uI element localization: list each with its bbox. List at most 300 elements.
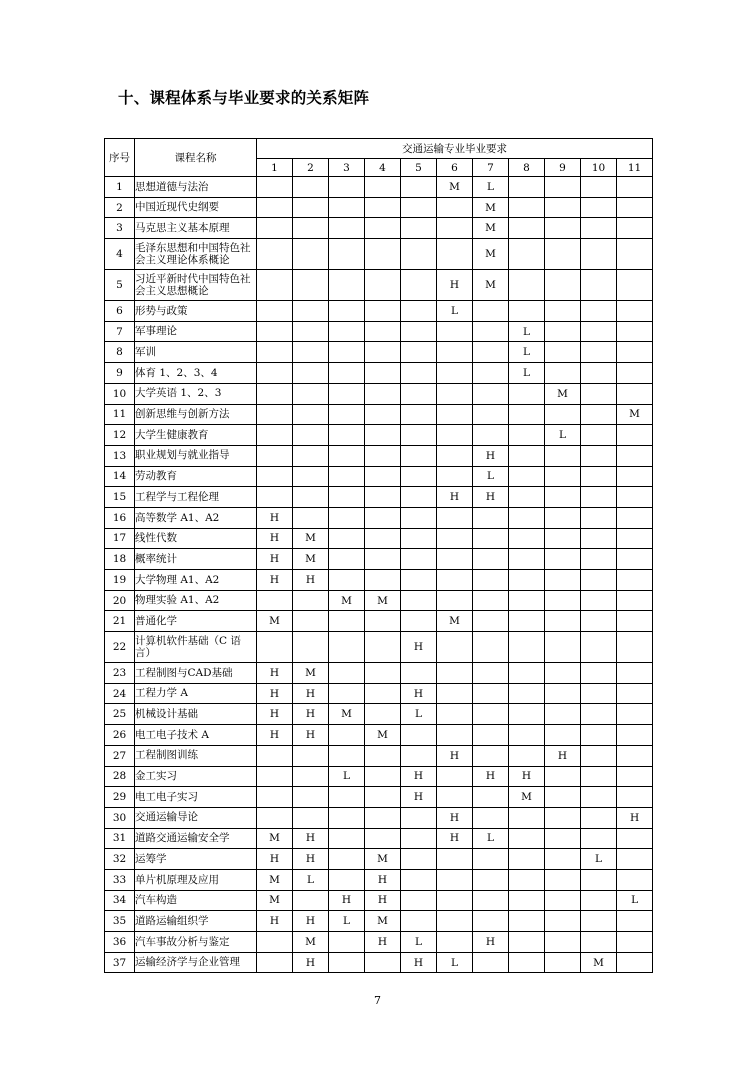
- support-level-cell: [473, 890, 509, 911]
- support-level-cell: [581, 611, 617, 632]
- table-row: [105, 952, 653, 973]
- support-level-cell: [437, 890, 473, 911]
- support-level-cell: [473, 590, 509, 611]
- table-row: [105, 218, 653, 239]
- support-level-cell: [329, 507, 365, 528]
- support-level-cell: [437, 932, 473, 953]
- support-level-cell: [581, 890, 617, 911]
- table-row: [105, 487, 653, 508]
- course-name-cell: 线性代数: [135, 528, 257, 549]
- support-level-cell: [509, 683, 545, 704]
- support-level-cell: [545, 218, 581, 239]
- support-level-cell: [545, 911, 581, 932]
- support-level-cell: H: [365, 890, 401, 911]
- row-number-cell: 26: [105, 725, 135, 746]
- course-name-cell: 形势与政策: [135, 301, 257, 322]
- support-level-cell: H: [293, 683, 329, 704]
- support-level-cell: [293, 787, 329, 808]
- support-level-cell: [401, 363, 437, 384]
- support-level-cell: [401, 570, 437, 591]
- support-level-cell: M: [257, 611, 293, 632]
- support-level-cell: [293, 590, 329, 611]
- row-number-cell: 10: [105, 383, 135, 404]
- support-level-cell: [365, 301, 401, 322]
- requirement-number-header: 2: [293, 159, 329, 177]
- support-level-cell: H: [473, 932, 509, 953]
- support-level-cell: [617, 321, 653, 342]
- support-level-cell: [581, 766, 617, 787]
- support-level-cell: [293, 383, 329, 404]
- course-name-cell: 马克思主义基本原理: [135, 218, 257, 239]
- column-header-course-name: 课程名称: [135, 139, 257, 177]
- support-level-cell: [581, 177, 617, 198]
- support-level-cell: L: [437, 952, 473, 973]
- support-level-cell: [473, 745, 509, 766]
- support-level-cell: [401, 342, 437, 363]
- support-level-cell: [293, 487, 329, 508]
- support-level-cell: H: [473, 445, 509, 466]
- support-level-cell: [365, 321, 401, 342]
- support-level-cell: [617, 466, 653, 487]
- support-level-cell: [437, 528, 473, 549]
- support-level-cell: [437, 425, 473, 446]
- page-number: 7: [374, 994, 381, 1007]
- course-name-cell: 军事理论: [135, 321, 257, 342]
- support-level-cell: [473, 683, 509, 704]
- support-level-cell: M: [545, 383, 581, 404]
- support-level-cell: [473, 342, 509, 363]
- support-level-cell: [365, 528, 401, 549]
- support-level-cell: [581, 745, 617, 766]
- support-level-cell: [401, 911, 437, 932]
- support-level-cell: [257, 807, 293, 828]
- support-level-cell: [401, 590, 437, 611]
- support-level-cell: M: [473, 270, 509, 301]
- support-level-cell: L: [329, 911, 365, 932]
- course-name-cell: 军训: [135, 342, 257, 363]
- support-level-cell: H: [257, 570, 293, 591]
- support-level-cell: M: [365, 849, 401, 870]
- support-level-cell: [401, 869, 437, 890]
- support-level-cell: [617, 177, 653, 198]
- support-level-cell: [509, 570, 545, 591]
- support-level-cell: [365, 239, 401, 270]
- support-level-cell: [509, 549, 545, 570]
- support-level-cell: [545, 632, 581, 663]
- course-name-cell: 运输经济学与企业管理: [135, 952, 257, 973]
- support-level-cell: [581, 663, 617, 684]
- support-level-cell: [545, 932, 581, 953]
- support-level-cell: [401, 239, 437, 270]
- relationship-matrix-table: [104, 138, 653, 973]
- row-number-cell: 22: [105, 632, 135, 663]
- support-level-cell: [401, 549, 437, 570]
- support-level-cell: [581, 383, 617, 404]
- support-level-cell: [365, 745, 401, 766]
- support-level-cell: [545, 487, 581, 508]
- support-level-cell: [617, 911, 653, 932]
- support-level-cell: [257, 239, 293, 270]
- requirement-number-header: 3: [329, 159, 365, 177]
- support-level-cell: [365, 425, 401, 446]
- table-row: [105, 445, 653, 466]
- support-level-cell: [581, 787, 617, 808]
- support-level-cell: [617, 725, 653, 746]
- table-row: [105, 197, 653, 218]
- support-level-cell: [365, 952, 401, 973]
- requirement-number-header: 7: [473, 159, 509, 177]
- course-name-cell: 机械设计基础: [135, 704, 257, 725]
- support-level-cell: [329, 466, 365, 487]
- support-level-cell: [257, 487, 293, 508]
- table-row: [105, 425, 653, 446]
- support-level-cell: [401, 528, 437, 549]
- support-level-cell: [617, 363, 653, 384]
- requirement-number-header: 5: [401, 159, 437, 177]
- course-name-cell: 运筹学: [135, 849, 257, 870]
- table-row: [105, 239, 653, 270]
- support-level-cell: [437, 787, 473, 808]
- support-level-cell: [509, 911, 545, 932]
- support-level-cell: [617, 383, 653, 404]
- support-level-cell: [293, 218, 329, 239]
- row-number-cell: 32: [105, 849, 135, 870]
- support-level-cell: [545, 549, 581, 570]
- support-level-cell: [329, 570, 365, 591]
- support-level-cell: H: [257, 528, 293, 549]
- support-level-cell: [365, 487, 401, 508]
- support-level-cell: [509, 239, 545, 270]
- support-level-cell: [329, 745, 365, 766]
- support-level-cell: [437, 321, 473, 342]
- support-level-cell: [329, 301, 365, 322]
- support-level-cell: [617, 487, 653, 508]
- table-row: [105, 383, 653, 404]
- support-level-cell: [617, 704, 653, 725]
- support-level-cell: [473, 383, 509, 404]
- support-level-cell: [509, 590, 545, 611]
- support-level-cell: H: [293, 828, 329, 849]
- support-level-cell: H: [437, 828, 473, 849]
- requirement-number-header: 11: [617, 159, 653, 177]
- support-level-cell: [437, 507, 473, 528]
- support-level-cell: [401, 445, 437, 466]
- support-level-cell: [401, 487, 437, 508]
- support-level-cell: [581, 570, 617, 591]
- support-level-cell: [473, 807, 509, 828]
- support-level-cell: [257, 425, 293, 446]
- support-level-cell: [401, 663, 437, 684]
- table-row: [105, 766, 653, 787]
- support-level-cell: [401, 828, 437, 849]
- support-level-cell: [473, 363, 509, 384]
- support-level-cell: [401, 466, 437, 487]
- row-number-cell: 9: [105, 363, 135, 384]
- support-level-cell: [545, 342, 581, 363]
- support-level-cell: [365, 632, 401, 663]
- support-level-cell: [617, 849, 653, 870]
- row-number-cell: 25: [105, 704, 135, 725]
- support-level-cell: [329, 218, 365, 239]
- support-level-cell: [581, 270, 617, 301]
- support-level-cell: M: [257, 828, 293, 849]
- support-level-cell: [545, 445, 581, 466]
- support-level-cell: L: [473, 828, 509, 849]
- course-name-cell: 道路交通运输安全学: [135, 828, 257, 849]
- support-level-cell: [365, 807, 401, 828]
- support-level-cell: [581, 425, 617, 446]
- table-row: [105, 869, 653, 890]
- support-level-cell: [545, 321, 581, 342]
- support-level-cell: [617, 342, 653, 363]
- table-row: [105, 725, 653, 746]
- support-level-cell: [401, 807, 437, 828]
- support-level-cell: [617, 570, 653, 591]
- course-name-cell: 普通化学: [135, 611, 257, 632]
- support-level-cell: [617, 952, 653, 973]
- support-level-cell: [509, 177, 545, 198]
- support-level-cell: [329, 807, 365, 828]
- support-level-cell: [293, 425, 329, 446]
- support-level-cell: [329, 404, 365, 425]
- support-level-cell: [293, 177, 329, 198]
- support-level-cell: [509, 745, 545, 766]
- support-level-cell: L: [401, 704, 437, 725]
- table-row: [105, 342, 653, 363]
- course-name-cell: 高等数学 A1、A2: [135, 507, 257, 528]
- support-level-cell: [329, 487, 365, 508]
- table-row: [105, 683, 653, 704]
- support-level-cell: M: [257, 890, 293, 911]
- support-level-cell: [365, 704, 401, 725]
- support-level-cell: H: [401, 766, 437, 787]
- support-level-cell: [365, 570, 401, 591]
- support-level-cell: [437, 683, 473, 704]
- support-level-cell: [329, 270, 365, 301]
- table-row: [105, 570, 653, 591]
- row-number-cell: 35: [105, 911, 135, 932]
- support-level-cell: [437, 911, 473, 932]
- course-name-cell: 工程制图训练: [135, 745, 257, 766]
- support-level-cell: [257, 342, 293, 363]
- support-level-cell: M: [329, 590, 365, 611]
- support-level-cell: H: [293, 952, 329, 973]
- support-level-cell: [509, 932, 545, 953]
- table-row: [105, 663, 653, 684]
- requirement-number-header: 1: [257, 159, 293, 177]
- support-level-cell: [365, 404, 401, 425]
- support-level-cell: H: [293, 725, 329, 746]
- course-name-cell: 计算机软件基础（C 语言）: [135, 632, 257, 663]
- support-level-cell: [365, 383, 401, 404]
- row-number-cell: 29: [105, 787, 135, 808]
- support-level-cell: [437, 342, 473, 363]
- support-level-cell: [509, 528, 545, 549]
- support-level-cell: [581, 197, 617, 218]
- support-level-cell: [509, 704, 545, 725]
- support-level-cell: H: [473, 766, 509, 787]
- support-level-cell: [437, 239, 473, 270]
- support-level-cell: H: [401, 632, 437, 663]
- support-level-cell: [365, 611, 401, 632]
- support-level-cell: [617, 590, 653, 611]
- support-level-cell: H: [401, 683, 437, 704]
- support-level-cell: L: [617, 890, 653, 911]
- support-level-cell: [581, 828, 617, 849]
- course-name-cell: 工程力学 A: [135, 683, 257, 704]
- support-level-cell: [329, 528, 365, 549]
- support-level-cell: [545, 890, 581, 911]
- support-level-cell: [257, 932, 293, 953]
- support-level-cell: [401, 849, 437, 870]
- support-level-cell: [581, 807, 617, 828]
- support-level-cell: [545, 611, 581, 632]
- support-level-cell: [509, 487, 545, 508]
- support-level-cell: H: [365, 932, 401, 953]
- support-level-cell: [401, 890, 437, 911]
- support-level-cell: [257, 787, 293, 808]
- support-level-cell: [617, 528, 653, 549]
- support-level-cell: [257, 218, 293, 239]
- support-level-cell: [329, 445, 365, 466]
- support-level-cell: [581, 528, 617, 549]
- table-row: [105, 611, 653, 632]
- support-level-cell: [401, 507, 437, 528]
- support-level-cell: M: [473, 218, 509, 239]
- support-level-cell: [509, 952, 545, 973]
- support-level-cell: [401, 404, 437, 425]
- support-level-cell: L: [293, 869, 329, 890]
- table-row: [105, 321, 653, 342]
- row-number-cell: 16: [105, 507, 135, 528]
- support-level-cell: [365, 683, 401, 704]
- support-level-cell: M: [293, 932, 329, 953]
- row-number-cell: 11: [105, 404, 135, 425]
- support-level-cell: L: [401, 932, 437, 953]
- course-name-cell: 电工电子技术 A: [135, 725, 257, 746]
- table-row: [105, 745, 653, 766]
- support-level-cell: [437, 725, 473, 746]
- support-level-cell: [329, 932, 365, 953]
- support-level-cell: [473, 869, 509, 890]
- support-level-cell: [365, 177, 401, 198]
- table-row: [105, 270, 653, 301]
- support-level-cell: L: [509, 342, 545, 363]
- support-level-cell: [293, 239, 329, 270]
- support-level-cell: [473, 611, 509, 632]
- support-level-cell: H: [509, 766, 545, 787]
- support-level-cell: [401, 177, 437, 198]
- support-level-cell: [581, 445, 617, 466]
- support-level-cell: [509, 725, 545, 746]
- support-level-cell: [545, 301, 581, 322]
- support-level-cell: [509, 890, 545, 911]
- course-name-cell: 金工实习: [135, 766, 257, 787]
- table-row: [105, 404, 653, 425]
- support-level-cell: [401, 383, 437, 404]
- row-number-cell: 5: [105, 270, 135, 301]
- row-number-cell: 28: [105, 766, 135, 787]
- support-level-cell: [473, 570, 509, 591]
- support-level-cell: [401, 197, 437, 218]
- course-name-cell: 物理实验 A1、A2: [135, 590, 257, 611]
- support-level-cell: L: [545, 425, 581, 446]
- row-number-cell: 6: [105, 301, 135, 322]
- support-level-cell: [473, 321, 509, 342]
- support-level-cell: [473, 725, 509, 746]
- support-level-cell: [329, 239, 365, 270]
- support-level-cell: [581, 466, 617, 487]
- row-number-cell: 23: [105, 663, 135, 684]
- support-level-cell: [617, 611, 653, 632]
- support-level-cell: [545, 570, 581, 591]
- support-level-cell: H: [437, 487, 473, 508]
- support-level-cell: [437, 197, 473, 218]
- support-level-cell: [365, 766, 401, 787]
- support-level-cell: [437, 363, 473, 384]
- support-level-cell: M: [365, 590, 401, 611]
- support-level-cell: [257, 766, 293, 787]
- support-level-cell: [617, 507, 653, 528]
- support-level-cell: [581, 507, 617, 528]
- support-level-cell: [509, 445, 545, 466]
- support-level-cell: H: [617, 807, 653, 828]
- support-level-cell: [293, 342, 329, 363]
- support-level-cell: [401, 321, 437, 342]
- support-level-cell: [509, 807, 545, 828]
- support-level-cell: [329, 787, 365, 808]
- support-level-cell: [329, 549, 365, 570]
- support-level-cell: [257, 321, 293, 342]
- support-level-cell: [401, 218, 437, 239]
- support-level-cell: [329, 828, 365, 849]
- row-number-cell: 20: [105, 590, 135, 611]
- support-level-cell: [509, 425, 545, 446]
- row-number-cell: 30: [105, 807, 135, 828]
- support-level-cell: [329, 683, 365, 704]
- row-number-cell: 27: [105, 745, 135, 766]
- support-level-cell: [545, 239, 581, 270]
- support-level-cell: H: [545, 745, 581, 766]
- support-level-cell: [617, 425, 653, 446]
- support-level-cell: [293, 507, 329, 528]
- support-level-cell: [365, 445, 401, 466]
- support-level-cell: [257, 745, 293, 766]
- support-level-cell: [437, 663, 473, 684]
- support-level-cell: [545, 725, 581, 746]
- row-number-cell: 7: [105, 321, 135, 342]
- support-level-cell: [617, 239, 653, 270]
- support-level-cell: [437, 570, 473, 591]
- support-level-cell: [581, 301, 617, 322]
- support-level-cell: [581, 239, 617, 270]
- row-number-cell: 8: [105, 342, 135, 363]
- support-level-cell: [329, 952, 365, 973]
- support-level-cell: [293, 404, 329, 425]
- support-level-cell: [473, 507, 509, 528]
- support-level-cell: [437, 869, 473, 890]
- table-row: [105, 828, 653, 849]
- table-row: [105, 590, 653, 611]
- support-level-cell: [329, 363, 365, 384]
- support-level-cell: L: [329, 766, 365, 787]
- support-level-cell: H: [257, 663, 293, 684]
- table-row: [105, 911, 653, 932]
- support-level-cell: [617, 766, 653, 787]
- course-name-cell: 体育 1、2、3、4: [135, 363, 257, 384]
- requirement-number-header: 10: [581, 159, 617, 177]
- support-level-cell: [473, 911, 509, 932]
